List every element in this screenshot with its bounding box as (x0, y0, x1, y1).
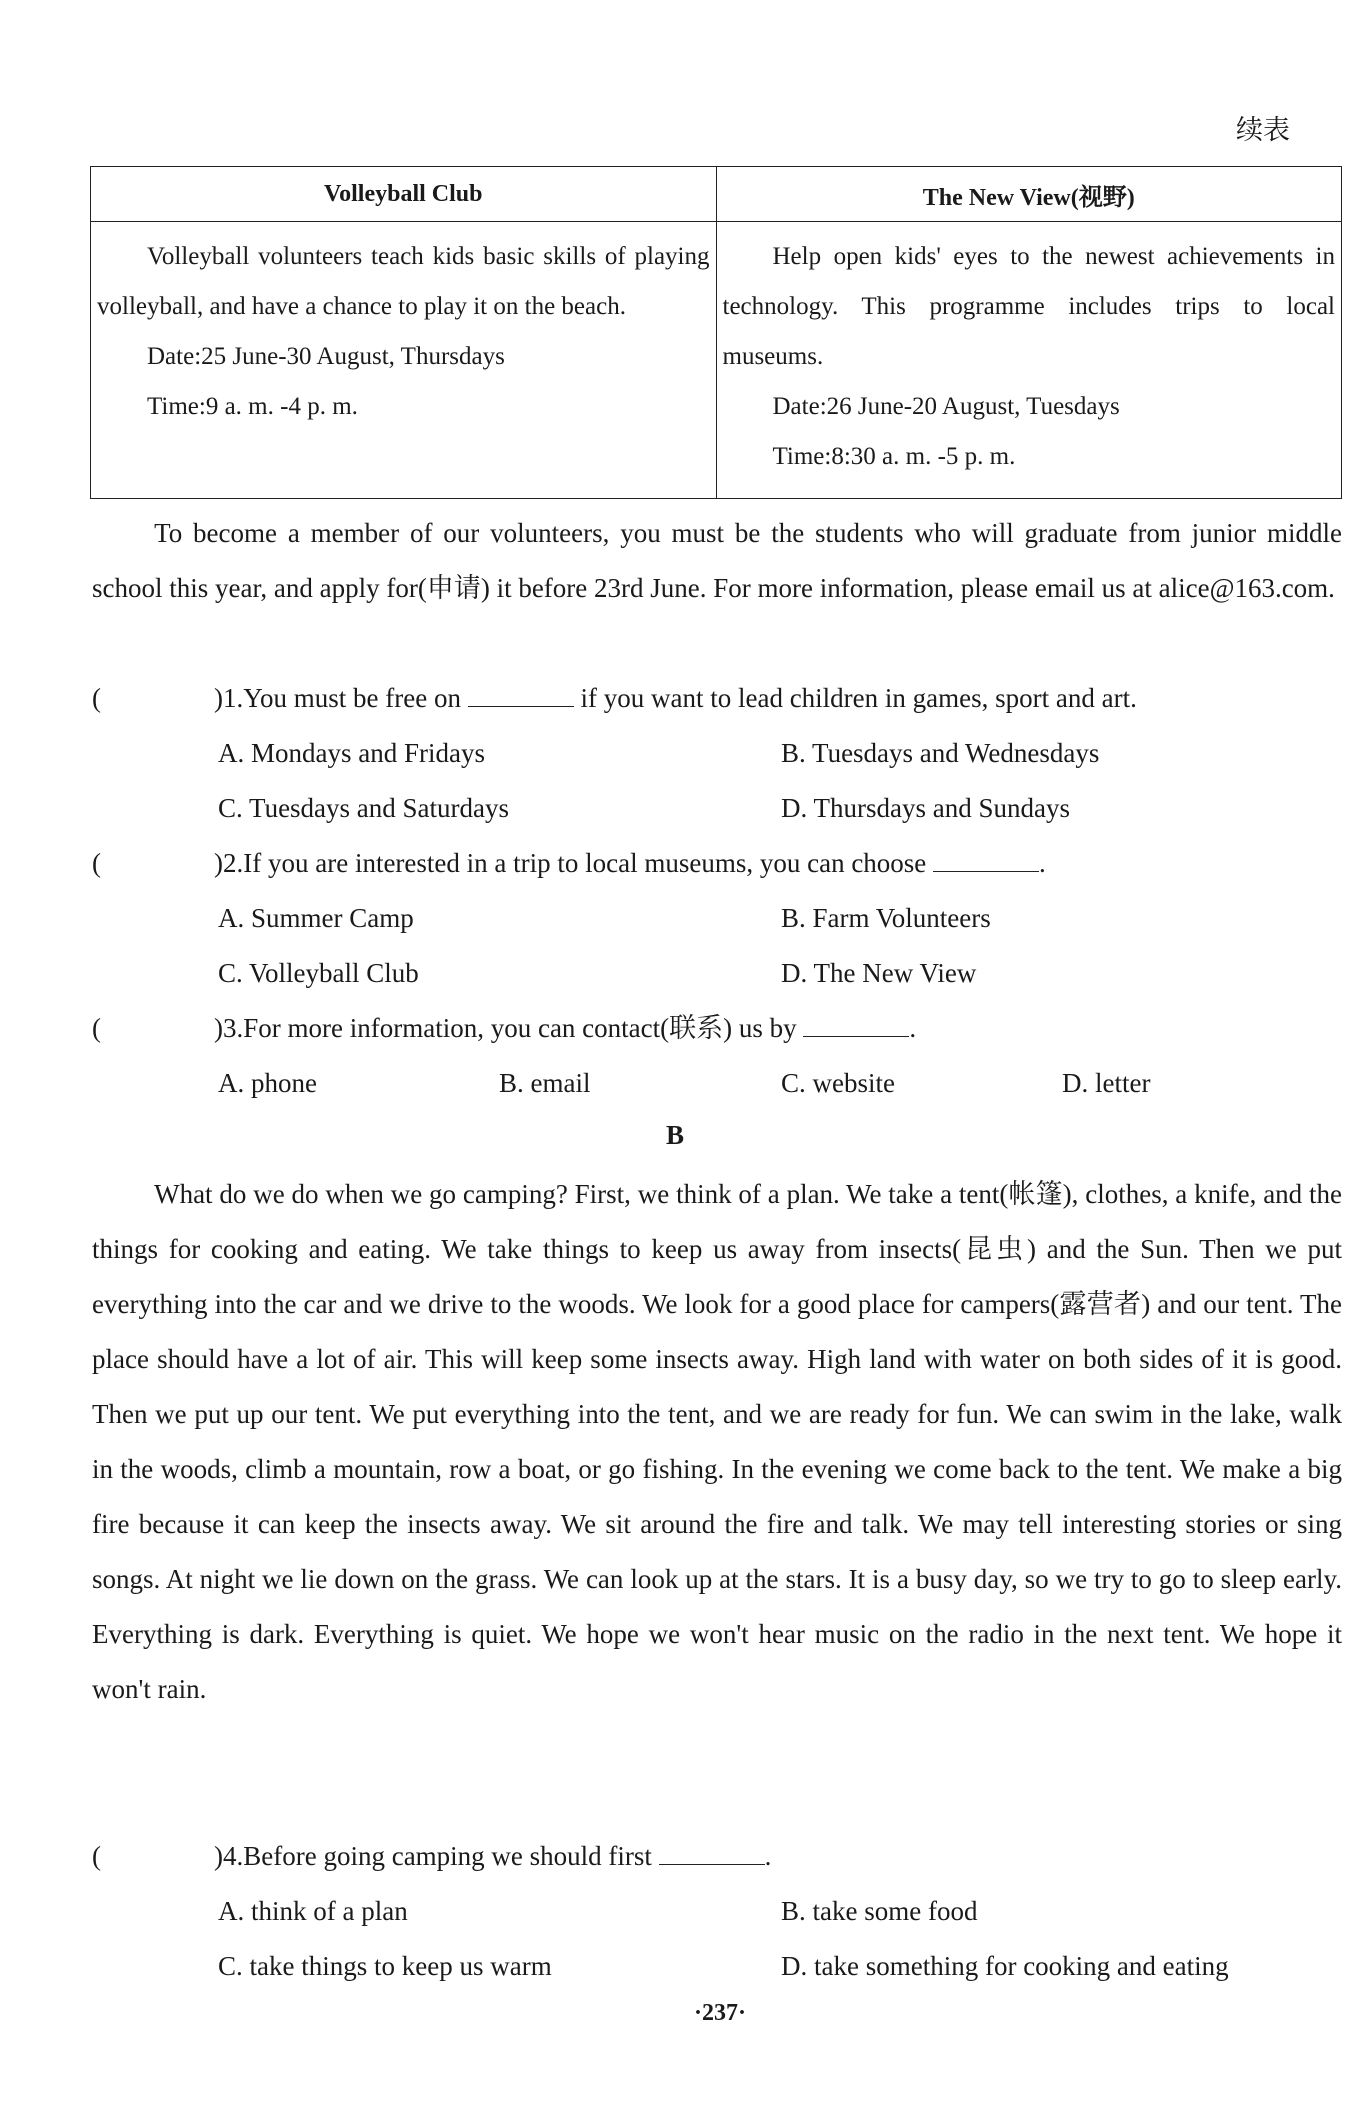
section-b-passage-block (92, 1167, 1342, 1717)
option-3b[interactable]: B. email (499, 1068, 591, 1098)
volleyball-club-time: Time:9 a. m. -4 p. m. (147, 393, 358, 420)
page-number: ·237· (693, 2000, 746, 2026)
option-4c[interactable]: C. take things to keep us warm (218, 1951, 552, 1981)
answer-blank-3[interactable] (803, 1010, 909, 1037)
volleyball-club-cell (91, 222, 717, 499)
question-number-3: )3. (214, 1013, 244, 1043)
answer-bracket-3[interactable]: ( (92, 1013, 101, 1043)
option-1a[interactable]: A. Mondays and Fridays (218, 738, 485, 768)
question-number-2: )2. (214, 848, 244, 878)
continued-label: 续表 (1236, 115, 1290, 146)
volleyball-club-date: Date:25 June-30 August, Thursdays (147, 343, 505, 370)
option-2a[interactable]: A. Summer Camp (218, 903, 414, 933)
option-1d[interactable]: D. Thursdays and Sundays (781, 793, 1070, 823)
answer-blank-4[interactable] (659, 1838, 765, 1865)
answer-blank-1[interactable] (468, 680, 574, 707)
question-stem-3-before: For more information, you can contact(联系) us by (243, 1013, 797, 1043)
option-2c[interactable]: C. Volleyball Club (218, 958, 419, 988)
option-3d[interactable]: D. letter (1062, 1068, 1151, 1098)
table-row (91, 222, 1342, 499)
option-4a[interactable]: A. think of a plan (218, 1896, 408, 1926)
volleyball-club-description: Volleyball volunteers teach kids basic skills of playing volleyball, and have a chance to play it on the beach. (97, 243, 710, 320)
question-stem-1-before: You must be free on (243, 683, 461, 713)
intro-paragraph: To become a member of our volunteers, you must be the students who will graduate from junior middle school this year, and apply for(申请) it before 23rd June. For more information, please email us at alice@163.com. (92, 518, 1342, 603)
new-view-description: Help open kids' eyes to the newest achievements in technology. This programme includes trips to local museums. (722, 243, 1335, 370)
question-4 (92, 1829, 1342, 1884)
answer-bracket-4[interactable]: ( (92, 1841, 101, 1871)
question-stem-4-after: . (764, 1841, 772, 1871)
section-b-passage: What do we do when we go camping? First, we think of a plan. We take a tent(帐篷), clothes, a knife, and the things for cooking and eating. We take things to keep us away from insects(昆虫) and the Sun. Then we put everything into the car and we drive to the woods. We look for a good place for campers(露营者) and our tent. The place should have a lot of air. This will keep some insects away. High land with water on both sides of it is good. Then we put up our tent. We put everything into the tent, and we are ready for fun. We can swim in the lake, walk in the woods, climb a mountain, row a boat, or go fishing. In the evening we come back to the tent. We make a big fire because it can keep the insects away. We sit around the fire and talk. We may tell interesting stories or sing songs. At night we lie down on the grass. We can look up at the stars. It is a busy day, so we try to go to sleep early. Everything is dark. Everything is quiet. We hope we won't hear music on the radio in the next tent. We hope it won't rain. (92, 1179, 1342, 1704)
volleyball-club-header: Volleyball Club (91, 167, 717, 222)
option-4d[interactable]: D. take something for cooking and eating (781, 1951, 1229, 1981)
new-view-cell (716, 222, 1342, 499)
option-4b[interactable]: B. take some food (781, 1896, 978, 1926)
question-3 (92, 1001, 1342, 1056)
answer-bracket-1[interactable]: ( (92, 683, 101, 713)
question-stem-1-after: if you want to lead children in games, sport and art. (580, 683, 1137, 713)
table-header-row (91, 167, 1342, 222)
new-view-header: The New View(视野) (716, 167, 1342, 222)
answer-blank-2[interactable] (933, 845, 1039, 872)
question-number-4: )4. (214, 1841, 244, 1871)
answer-bracket-2[interactable]: ( (92, 848, 101, 878)
question-stem-3-after: . (909, 1013, 917, 1043)
new-view-time: Time:8:30 a. m. -5 p. m. (772, 443, 1016, 470)
section-b-title: B (665, 1120, 684, 1150)
clubs-table (90, 166, 1342, 499)
question-number-1: )1. (214, 683, 244, 713)
option-1b[interactable]: B. Tuesdays and Wednesdays (781, 738, 1100, 768)
option-2d[interactable]: D. The New View (781, 958, 977, 988)
option-3c[interactable]: C. website (781, 1068, 895, 1098)
option-2b[interactable]: B. Farm Volunteers (781, 903, 991, 933)
question-stem-4-before: Before going camping we should first (243, 1841, 652, 1871)
question-1 (92, 671, 1342, 726)
option-1c[interactable]: C. Tuesdays and Saturdays (218, 793, 510, 823)
new-view-date: Date:26 June-20 August, Tuesdays (772, 393, 1120, 420)
question-stem-2-after: . (1039, 848, 1046, 878)
question-stem-2-before: If you are interested in a trip to local museums, you can choose (243, 848, 927, 878)
question-2 (92, 836, 1342, 891)
intro-paragraph-block (92, 506, 1342, 616)
option-3a[interactable]: A. phone (218, 1068, 317, 1098)
